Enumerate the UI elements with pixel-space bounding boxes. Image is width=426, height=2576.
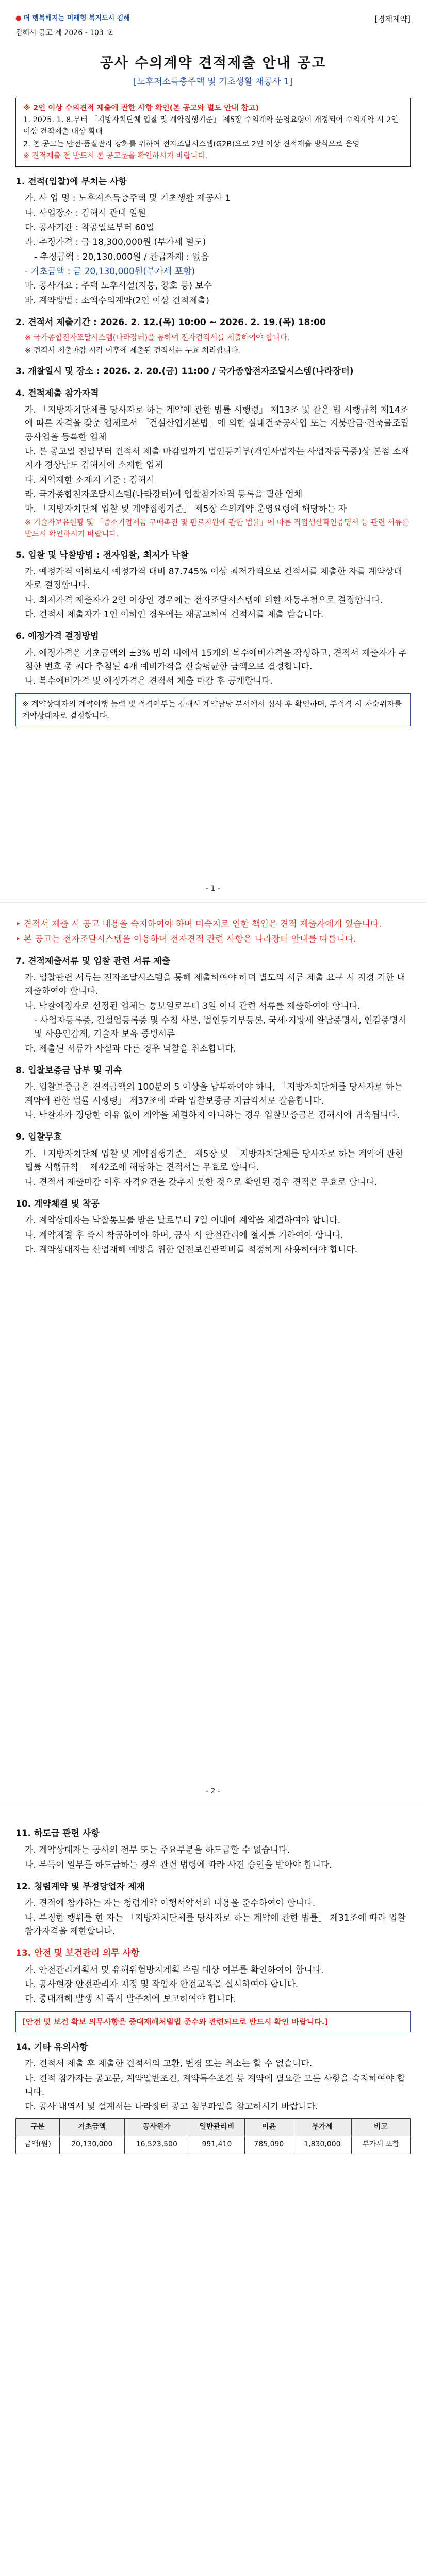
- section-heading: 2. 견적서 제출기간 : 2026. 2. 12.(목) 10:00 ~ 2026. 2. 19.(목) 18:00: [15, 317, 326, 328]
- notice-line: ※ 견적제출 전 반드시 본 공고문을 확인하시기 바랍니다.: [23, 151, 208, 160]
- section-item: 가. 「지방자치단체 입찰 및 계약집행기준」 제5장 및 「지방자치단체를 당사자로 하는 계약에 관한 법률 시행규칙」 제42조에 해당하는 견적서는 무효로 합니다.: [25, 1148, 404, 1173]
- notice-box: [15, 98, 411, 167]
- document-page-3: [0, 1805, 426, 2576]
- section-item: 다. 중대재해 발생 시 즉시 발주처에 보고하여야 합니다.: [25, 1994, 236, 2005]
- city-logo-icon: ●: [15, 14, 22, 22]
- section-item: 다. 공사기간 : 착공일로부터 60일: [25, 222, 155, 233]
- section-heading: 3. 개찰일시 및 장소 : 2026. 2. 20.(금) 11:00 / 국가종합전자조달시스템(나라장터): [15, 366, 354, 377]
- table-cell: 785,090: [244, 2136, 293, 2154]
- section-item: 라. 추정가격 : 금 18,300,000원 (부가세 별도): [25, 237, 206, 248]
- notice-line: 1. 2025. 1. 8.부터 「지방자치단체 입찰 및 계약집행기준」 제5장 수의계약 운영요령이 개정되어 수의계약 시 2인 이상 견적제출 대상 확대: [23, 116, 399, 137]
- section-heading: 7. 견적제출서류 및 입찰 관련 서류 제출: [15, 956, 171, 967]
- section-item: 나. 복수예비가격 및 예정가격은 견적서 제출 마감 후 공개합니다.: [25, 676, 273, 687]
- section-item: 다. 제출된 서류가 사실과 다른 경우 낙찰을 취소합니다.: [25, 1043, 236, 1054]
- page-title: 공사 수의계약 견적제출 안내 공고: [100, 55, 326, 71]
- highlight-note: ‣ 본 공고는 전자조달시스템을 이용하며 전자견적 관련 사항은 나라장터 안내를 따릅니다.: [15, 934, 356, 945]
- document-page-1: [0, 0, 426, 903]
- section-heading: 5. 입찰 및 낙찰방법 : 전자입찰, 최저가 낙찰: [15, 550, 189, 561]
- section-item: 바. 계약방법 : 소액수의계약(2인 이상 견적제출): [25, 295, 209, 306]
- section-item: ※ 견적서 제출마감 시각 이후에 제출된 견적서는 무효 처리합니다.: [25, 346, 240, 355]
- section-heading: 12. 청렴계약 및 부정당업자 제재: [15, 1882, 145, 1892]
- section-item: 마. 「지방자치단체 입찰 및 계약집행기준」 제5장 수의계약 운영요령에 해당하는 자: [25, 504, 347, 515]
- section-item: 가. 계약상대자는 낙찰통보를 받은 날로부터 7일 이내에 계약을 체결하여야 합니다.: [25, 1215, 341, 1226]
- section-item: 나. 낙찰예정자로 선정된 업체는 통보일로부터 3일 이내 관련 서류를 제출하여야 합니다.: [25, 1001, 361, 1011]
- section-heading: 11. 하도급 관련 사항: [15, 1828, 100, 1839]
- section-heading: 10. 계약체결 및 착공: [15, 1198, 100, 1209]
- section-item: 라. 국가종합전자조달시스템(나라장터)에 입찰참가자격 등록을 필한 업체: [25, 489, 303, 500]
- highlight-box: [안전 및 보건 확보 의무사항은 중대재해처벌법 준수와 관련되므로 반드시 확인 바랍니다.]: [15, 2011, 411, 2032]
- section-item: 마. 공사개요 : 주택 노후시설(지붕, 창호 등) 보수: [25, 281, 212, 292]
- section-heading: 8. 입찰보증금 납부 및 귀속: [15, 1065, 122, 1076]
- section-item: 나. 부정한 행위를 한 자는 「지방자치단체를 당사자로 하는 계약에 관한 법률」 제31조에 따라 입찰참가자격을 제한합니다.: [25, 1912, 406, 1937]
- table-header-cell: 일반관리비: [189, 2118, 245, 2136]
- section-item: 가. 견적에 참가하는 자는 청렴계약 이행서약서의 내용을 준수하여야 합니다.: [25, 1898, 316, 1909]
- section-item: 가. 예정가격 이하로서 예정가격 대비 87.745% 이상 최저가격으로 견적서를 제출한 자를 계약상대자로 결정합니다.: [25, 567, 402, 591]
- table-cell: 991,410: [189, 2136, 245, 2154]
- section-item: 가. 사 업 명 : 노후저소득층주택 및 기초생활 재공사 1: [25, 193, 231, 204]
- page-number: - 1 -: [206, 885, 220, 893]
- section-item: 가. 계약상대자는 공사의 전부 또는 주요부분을 하도급할 수 없습니다.: [25, 1845, 290, 1856]
- section-item: 나. 견적 참가자는 공고문, 계약일반조건, 계약특수조건 등 계약에 필요한 모든 사항을 숙지하여야 합니다.: [25, 2073, 405, 2098]
- section-heading: 14. 기타 유의사항: [15, 2042, 88, 2053]
- section-item: 다. 견적서 제출자가 1인 이하인 경우에는 재공고하여 견적서를 제출 받습니다.: [25, 609, 324, 620]
- section-item: 가. 견적서 제출 후 제출한 견적서의 교환, 변경 또는 취소는 할 수 없습니다.: [25, 2059, 313, 2070]
- section-item: 나. 부득이 일부를 하도급하는 경우 관련 법령에 따라 사전 승인을 받아야 합니다.: [25, 1859, 332, 1870]
- section-item: 나. 본 공고일 전일부터 견적서 제출 마감일까지 법인등기부(개인사업자는 사업자등록증)상 본점 소재지가 경상남도 김해시에 소재한 업체: [25, 447, 410, 471]
- document-number: 김해시 공고 제 2026 - 103 호: [15, 29, 113, 38]
- notice-line: 2. 본 공고는 안전·품질관리 강화를 위하여 전자조달시스템(G2B)으로 2인 이상 견적제출 방식으로 운영: [23, 140, 360, 148]
- section-item: 나. 계약체결 후 즉시 착공하여야 하며, 공사 시 안전관리에 철저를 기하여야 합니다.: [25, 1230, 343, 1241]
- highlight-note: ‣ 견적서 제출 시 공고 내용을 숙지하여야 하며 미숙지로 인한 책임은 견적 제출자에게 있습니다.: [15, 919, 382, 929]
- section-item: - 추정금액 : 20,130,000원 / 관급자재 : 없음: [34, 251, 209, 262]
- section-heading: 9. 입찰무효: [15, 1132, 62, 1143]
- section-item: ※ 국가종합전자조달시스템(나라장터)을 통하여 전자견적서를 제출하여야 합니다.: [25, 334, 290, 343]
- section-heading: 4. 견적제출 참가자격: [15, 388, 99, 399]
- page-number: - 2 -: [206, 1787, 220, 1796]
- section-item: 다. 계약상대자는 산업재해 예방을 위한 안전보건관리비를 적정하게 사용하여야 합니다.: [25, 1244, 358, 1255]
- section-item: - 사업자등록증, 건설업등록증 및 수첩 사본, 법인등기부등본, 국세·지방세 완납증명서, 인감증명서 및 사용인감계, 기술자 보유 증빙서류: [34, 1015, 407, 1040]
- table-cell: 20,130,000: [60, 2136, 124, 2154]
- price-table: [15, 2118, 411, 2154]
- table-cell: 금액(원): [16, 2136, 60, 2154]
- section-item: 나. 낙찰자가 정당한 이유 없이 계약을 체결하지 아니하는 경우 입찰보증금은 김해시에 귀속됩니다.: [25, 1110, 400, 1121]
- page-subtitle: [노후저소득층주택 및 기초생활 재공사 1]: [133, 76, 293, 87]
- org-slogan: ● 더 행복해지는 미래형 복지도시 김해: [15, 14, 130, 22]
- section-item: 가. 예정가격은 기초금액의 ±3% 범위 내에서 15개의 복수예비가격을 작성하고, 견적서 제출자가 추첨한 번호 중 최다 추첨된 4개 예비가격을 산술평균한 금액으로 결정합니다.: [25, 648, 407, 672]
- table-header-cell: 기초금액: [60, 2118, 124, 2136]
- table-cell: 16,523,500: [124, 2136, 189, 2154]
- table-cell: 부가세 포함: [351, 2136, 410, 2154]
- notice-line: ※ 2인 이상 수의견적 제출에 관한 사항 확인(본 공고와 별도 안내 참고): [23, 104, 259, 113]
- section-item: 가. 「지방자치단체를 당사자로 하는 계약에 관한 법률 시행령」 제13조 및 같은 법 시행규칙 제14조에 따른 자격을 갖춘 업체로서 「건설산업기본법」에 의한 실내건축공사업 또는 지붕판금·건축물조립공사업을 등록한 업체: [25, 405, 409, 443]
- table-header-row: [16, 2118, 411, 2136]
- section-item: - 기초금액 : 금 20,130,000원(부가세 포함): [25, 266, 195, 277]
- section-heading: 1. 견적(입찰)에 부치는 사항: [15, 176, 127, 187]
- highlight-box: ※ 계약상대자의 계약이행 능력 및 적격여부는 김해시 계약담당 부서에서 심사 후 확인하며, 부적격 시 차순위자를 계약상대자로 결정합니다.: [15, 693, 411, 727]
- section-item: 가. 입찰관련 서류는 전자조달시스템을 통해 제출하여야 하며 별도의 서류 제출 요구 시 지정 기한 내 제출하여야 합니다.: [25, 973, 405, 997]
- section-heading: 13. 안전 및 보건관리 의무 사항: [15, 1948, 140, 1959]
- section-item: 나. 사업장소 : 김해시 관내 일원: [25, 208, 146, 218]
- section-heading: 6. 예정가격 결정방법: [15, 631, 99, 642]
- section-item: 가. 안전관리계획서 및 유해위험방지계획 수립 대상 여부를 확인하여야 합니다.: [25, 1964, 324, 1975]
- document-header: [15, 13, 411, 39]
- document-page-2: [0, 903, 426, 1805]
- section-item: 나. 견적서 제출마감 이후 자격요건을 갖추지 못한 것으로 확인된 경우 견적은 무효로 합니다.: [25, 1177, 378, 1188]
- table-header-cell: 구분: [16, 2118, 60, 2136]
- section-note: ※ 기술자보유현황 및 「중소기업제품 구매촉진 및 판로지원에 관한 법률」에 따른 직접생산확인증명서 등 관련 서류를 반드시 확인하시기 바랍니다.: [25, 518, 409, 539]
- section-item: 다. 공사 내역서 및 설계서는 나라장터 공고 첨부파일을 참고하시기 바랍니다.: [25, 2102, 318, 2112]
- table-header-cell: 공사원가: [124, 2118, 189, 2136]
- table-header-cell: 이윤: [244, 2118, 293, 2136]
- table-row: [16, 2136, 411, 2154]
- section-item: 나. 공사현장 안전관리자 지정 및 작업자 안전교육을 실시하여야 합니다.: [25, 1979, 299, 1990]
- table-cell: 1,830,000: [293, 2136, 351, 2154]
- section-item: 나. 최저가격 제출자가 2인 이상인 경우에는 전자조달시스템에 의한 자동추첨으로 결정합니다.: [25, 595, 383, 605]
- section-item: 다. 지역제한 소재지 기준 : 김해시: [25, 474, 155, 485]
- table-header-cell: 비고: [351, 2118, 410, 2136]
- table-header-cell: 부가세: [293, 2118, 351, 2136]
- document-category: [경제계약]: [374, 14, 411, 24]
- section-item: 가. 입찰보증금은 견적금액의 100분의 5 이상을 납부하여야 하나, 「지방자치단체를 당사자로 하는 계약에 관한 법률 시행령」 제37조에 따라 입찰보증금 지급각서로 갈음합니다.: [25, 1082, 403, 1106]
